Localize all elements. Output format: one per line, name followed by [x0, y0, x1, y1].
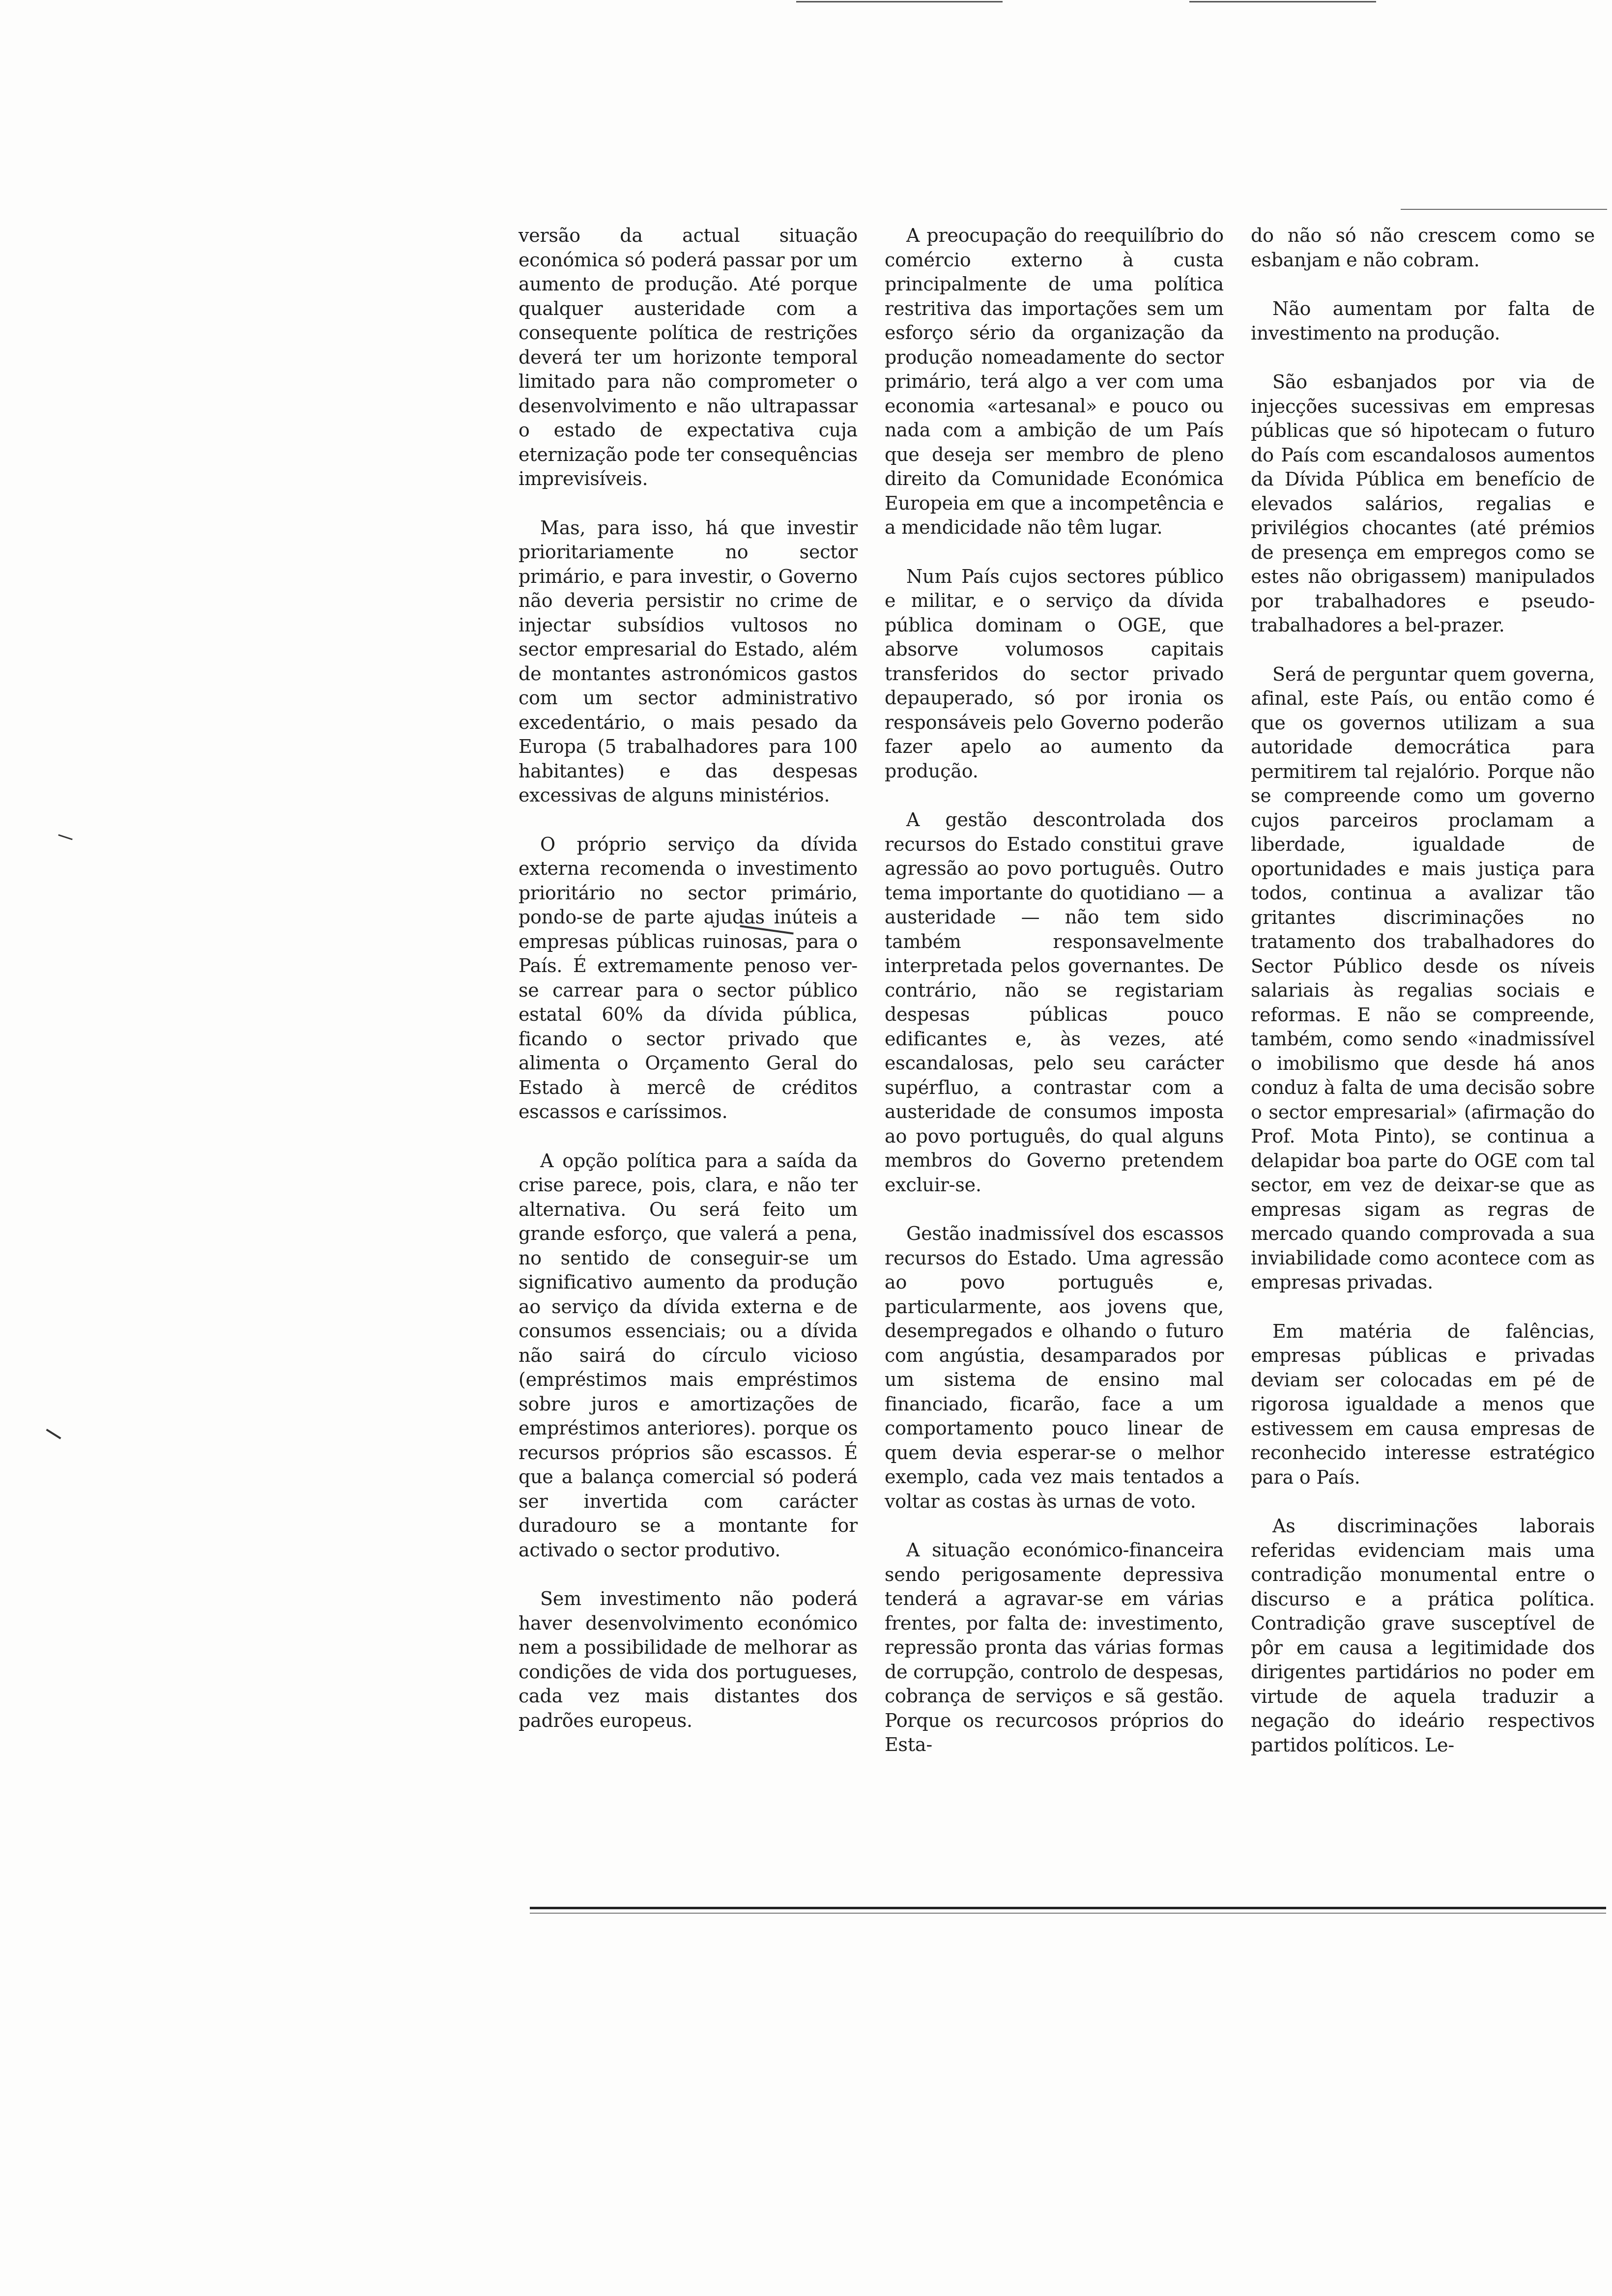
paragraph: A gestão descontrolada dos recursos do Estado constitui grave agressão ao povo português. Outro tema importante do quotidiano — a austeridade — não tem sido também responsavelmente interpretada pelos governantes. De contrário, não se registariam despesas públicas pouco edificantes e, às vezes, até escandalosas, pelo seu carácter supérfluo, a contrastar com a austeridade de consumos imposta ao povo português, do qual alguns membros do Governo pretendem excluir-se. [885, 809, 1224, 1196]
top-edge-line [1189, 1, 1376, 2]
paragraph: A opção política para a saída da crise parece, pois, clara, e não ter alternativa. Ou será feito um grande esforço, que valerá a pena, no sentido de conseguir-se um significativo aumento da produção ao serviço da dívida externa e de consumos essenciais; ou a dívida não sairá do círculo vicioso (empréstimos mais empréstimos sobre juros e amortizações de empréstimos anteriores). porque os recursos próprios são escassos. É que a balança comercial só poderá ser invertida com carácter duradouro se a montante for activado o sector produtivo. [518, 1149, 858, 1561]
column-2 [885, 224, 1224, 1782]
paragraph: Será de perguntar quem governa, afinal, este País, ou então como é que os governos utilizam a sua autoridade democrática para permitirem tal rejalório. Porque não se compreende como um governo cujos parceiros proclamam a liberdade, igualdade de oportunidades e mais justiça para todos, continua a avalizar tão gritantes discriminações no tratamento dos trabalhadores do Sector Público desde os níveis salariais às regalias sociais e reformas. E não se compreende, também, como sendo «inadmissível o imobilismo que desde há anos conduz à falta de uma decisão sobre o sector empresarial» (afirmação do Prof. Mota Pinto), se continua a delapidar boa parte do OGE com tal sector, em vez de deixar-se que as empresas sigam as regras de mercado quando comprovada a sua inviabilidade como acontece com as empresas privadas. [1251, 663, 1595, 1293]
paragraph: As discriminações laborais referidas evidenciam mais uma contradição monumental entre o discurso e a prática política. Contradição grave susceptível de pôr em causa a legitimidade dos dirigentes partidários no poder em virtude de aquela traduzir a negação do ideário respectivos partidos políticos. Le- [1251, 1515, 1595, 1756]
paragraph: Gestão inadmissível dos escassos recursos do Estado. Uma agressão ao povo português e, particularmente, aos jovens que, desempregados e olhando o futuro com angústia, desamparados por um sistema de ensino mal financiado, ficarão, face a um comportamento pouco linear de quem devia esperar-se o melhor exemplo, cada vez mais tentados a voltar as costas às urnas de voto. [885, 1223, 1224, 1512]
bottom-rule [530, 1907, 1606, 1909]
paragraph: A situação económico-financeira sendo perigosamente depressiva tenderá a agravar-se em várias frentes, por falta de: investimento, repressão pronta das várias formas de corrupção, controlo de despesas, cobrança de serviços e sã gestão. Porque os recurcosos próprios do Esta- [885, 1539, 1224, 1755]
paragraph: Sem investimento não poderá haver desenvolvimento económico nem a possibilidade de melhorar as condições de vida dos portugueses, cada vez mais distantes dos padrões europeus. [518, 1588, 858, 1731]
paragraph: O próprio serviço da dívida externa recomenda o investimento prioritário no sector primário, pondo-se de parte ajudas inúteis a empresas públicas ruinosas, para o País. É extremamente penoso ver-se carrear para o sector público estatal 60% da dívida pública, ficando o sector privado que alimenta o Orçamento Geral do Estado à mercê de créditos escassos e caríssimos. [518, 833, 858, 1122]
top-edge-line [796, 1, 1003, 2]
paragraph: Em matéria de falências, empresas públicas e privadas deviam ser colocadas em pé de rigorosa igualdade a menos que estivessem em causa empresas de reconhecido interesse estratégico para o País. [1251, 1320, 1595, 1488]
paragraph: A preocupação do reequilíbrio do comércio externo à custa principalmente de uma política restritiva das importações sem um esforço sério da organização da produção nomeadamente do sector primário, terá algo a ver com uma economia «artesanal» e pouco ou nada com a ambição de um País que deseja ser membro de pleno direito da Comunidade Económica Europeia em que a incompetência e a mendicidade não têm lugar. [885, 225, 1224, 538]
scan-mark [46, 1429, 61, 1439]
paragraph: Não aumentam por falta de investimento na produção. [1251, 298, 1595, 344]
paragraph: Num País cujos sectores público e militar, e o serviço da dívida pública dominam o OGE, que absorve volumosos capitais transferidos do sector privado depauperado, só por ironia os responsáveis pelo Governo poderão fazer apelo ao aumento da produção. [885, 565, 1224, 782]
paragraph: São esbanjados por via de injecções sucessivas em empresas públicas que só hipotecam o futuro do País com escandalosos aumentos da Dívida Pública em benefício de elevados salários, regalias e privilégios chocantes (até prémios de presença em empregos como se estes não obrigassem) manipulados por trabalhadores e pseudo-trabalhadores a bel-prazer. [1251, 371, 1595, 636]
column-1 [518, 224, 858, 1757]
scan-mark [1401, 209, 1607, 210]
bottom-rule-thin [530, 1913, 1606, 1914]
paragraph: Mas, para isso, há que investir prioritariamente no sector primário, e para investir, o Governo não deveria persistir no crime de injectar subsídios vultosos no sector empresarial do Estado, além de montantes astronómicos gastos com um sector administrativo excedentário, o mais pesado da Europa (5 trabalhadores para 100 habitantes) e das despesas excessivas de alguns ministérios. [518, 517, 858, 806]
paragraph: do não só não crescem como se esbanjam e não cobram. [1251, 225, 1595, 271]
paragraph: versão da actual situação económica só poderá passar por um aumento de produção. Até porque qualquer austeridade com a consequente política de restrições deverá ter um horizonte temporal limitado para não comprometer o desenvolvimento e não ultrapassar o estado de expectativa cuja eternização pode ter consequências imprevisíveis. [518, 225, 858, 489]
scan-mark [58, 834, 72, 840]
column-3 [1251, 224, 1595, 1782]
